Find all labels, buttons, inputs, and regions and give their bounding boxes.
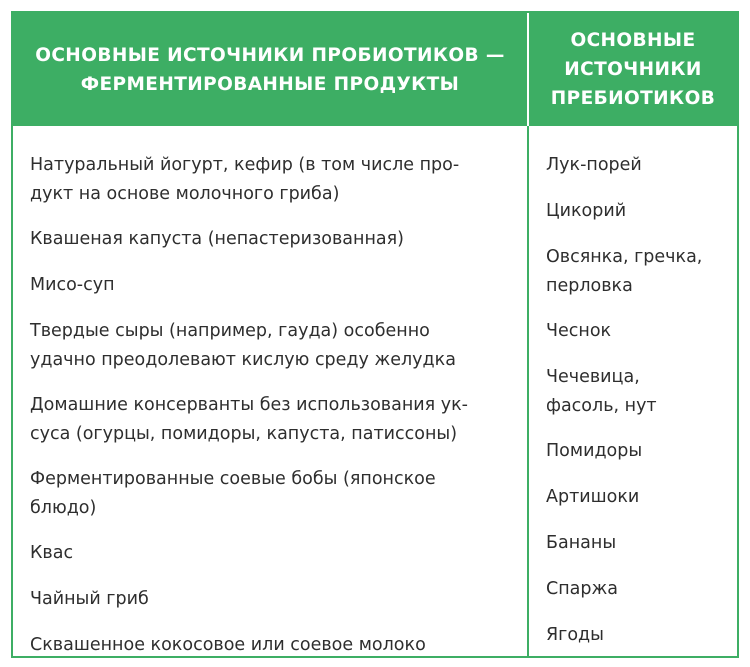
prebiotic-item: Чечевица, фасоль, нут — [546, 367, 657, 416]
sources-table — [11, 11, 739, 658]
header-probiotics — [13, 13, 527, 126]
prebiotic-item: Артишоки — [546, 487, 640, 507]
column-divider — [527, 126, 529, 658]
probiotic-item: Квас — [30, 543, 74, 563]
header-prebiotics-text: ОСНОВНЫЕ ИСТОЧНИКИ ПРЕБИОТИКОВ — [550, 30, 716, 109]
prebiotic-item: Цикорий — [546, 201, 627, 221]
prebiotic-item: Ягоды — [546, 625, 604, 645]
probiotic-item: Твердые сыры (например, гауда) особенно удачно преодолевают кислую среду желудка — [30, 321, 456, 370]
prebiotic-item: Лук-порей — [546, 155, 642, 175]
table-header — [13, 13, 737, 126]
header-probiotics-text: ОСНОВНЫЕ ИСТОЧНИКИ ПРОБИОТИКОВ — ФЕРМЕНТИРОВАННЫЕ ПРОДУКТЫ — [35, 44, 505, 95]
probiotic-item: Квашеная капуста (непастеризованная) — [30, 229, 404, 249]
probiotic-item: Ферментированные соевые бобы (японское блюдо) — [30, 469, 436, 518]
prebiotic-item: Бананы — [546, 533, 617, 553]
probiotic-item: Мисо-суп — [30, 275, 115, 295]
probiotic-item: Натуральный йогурт, кефир (в том числе про- дукт на основе молочного гриба) — [30, 155, 460, 204]
header-prebiotics — [529, 13, 737, 126]
probiotic-item: Домашние консерванты без использования ук- суса (огурцы, помидоры, капуста, патиссоны) — [30, 395, 468, 444]
probiotic-item: Чайный гриб — [30, 589, 149, 609]
prebiotic-item: Чеснок — [546, 321, 612, 341]
probiotic-item: Сквашенное кокосовое или соевое молоко — [30, 635, 426, 655]
prebiotic-item: Спаржа — [546, 579, 618, 599]
prebiotic-item: Помидоры — [546, 441, 643, 461]
prebiotic-item: Овсянка, гречка, перловка — [546, 247, 703, 296]
